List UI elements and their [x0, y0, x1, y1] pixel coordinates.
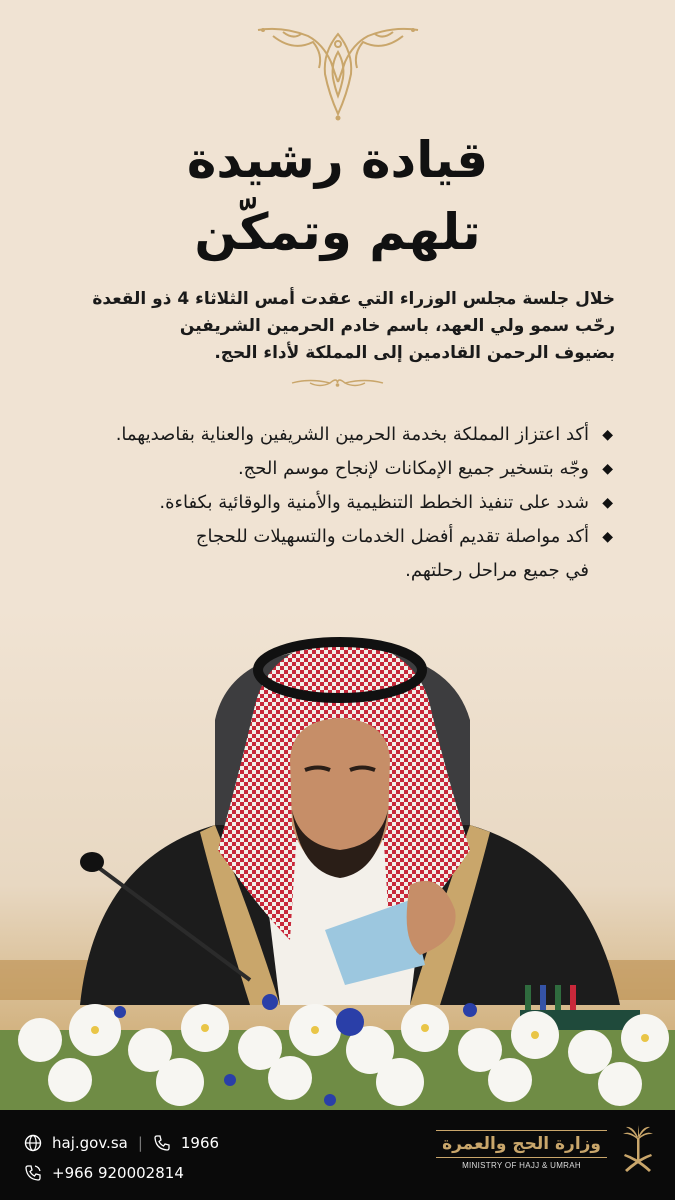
intro-line-1: خلال جلسة مجلس الوزراء التي عقدت أمس الثلاثاء 4 ذو القعدة — [92, 289, 615, 309]
ministry-logo — [436, 1124, 655, 1176]
ornament-top-icon — [253, 22, 423, 122]
intro-line-2: رحّب سمو ولي العهد، باسم خادم الحرمين الشريفين — [179, 316, 615, 336]
diamond-icon: ◆ — [602, 461, 613, 477]
footer-bar — [0, 1110, 675, 1200]
list-item: ◆ أكد مواصلة تقديم أفضل الخدمات والتسهيلات للحجاج — [58, 520, 615, 554]
page-title-line-2: تلهم وتمكّن — [194, 203, 481, 261]
separator: | — [137, 1134, 143, 1152]
ministry-name-ar: وزارة الحج والعمرة — [442, 1134, 601, 1154]
key-points-list — [58, 418, 615, 588]
hotline-number[interactable]: 1966 — [180, 1134, 220, 1152]
contact-info — [24, 1128, 219, 1188]
diamond-icon: ◆ — [602, 495, 613, 511]
list-item: ◆ وجّه بتسخير جميع الإمكانات لإنجاح موسم الحج. — [58, 452, 615, 486]
crown-prince-photo — [0, 610, 675, 1110]
ministry-frame — [436, 1130, 607, 1158]
palm-swords-emblem-icon — [621, 1124, 655, 1176]
website-link[interactable]: haj.gov.sa — [52, 1134, 128, 1152]
diamond-icon: ◆ — [602, 529, 613, 545]
phone-ring-icon — [24, 1164, 42, 1182]
list-item-continuation: في جميع مراحل رحلتهم. — [405, 560, 589, 581]
phone-icon — [153, 1134, 171, 1152]
ministry-name-en: MINISTRY OF HAJJ & UMRAH — [462, 1161, 581, 1170]
list-item: ◆ أكد اعتزاز المملكة بخدمة الحرمين الشريفين والعناية بقاصديهما. — [58, 418, 615, 452]
diamond-icon: ◆ — [602, 427, 613, 443]
intro-line-3: بضيوف الرحمن القادمين إلى المملكة لأداء الحج. — [214, 343, 615, 363]
list-item: ◆ شدد على تنفيذ الخطط التنظيمية والأمنية والوقائية بكفاءة. — [58, 486, 615, 520]
page-title-line-1: قيادة رشيدة — [186, 131, 489, 189]
contact-row-web — [24, 1128, 219, 1158]
ministry-wordmark — [436, 1130, 607, 1170]
contact-row-phone — [24, 1158, 219, 1188]
divider-ornament-icon — [290, 376, 385, 390]
intro-paragraph — [60, 286, 615, 367]
globe-icon — [24, 1134, 42, 1152]
phone-number[interactable]: +966 920002814 — [52, 1164, 184, 1182]
